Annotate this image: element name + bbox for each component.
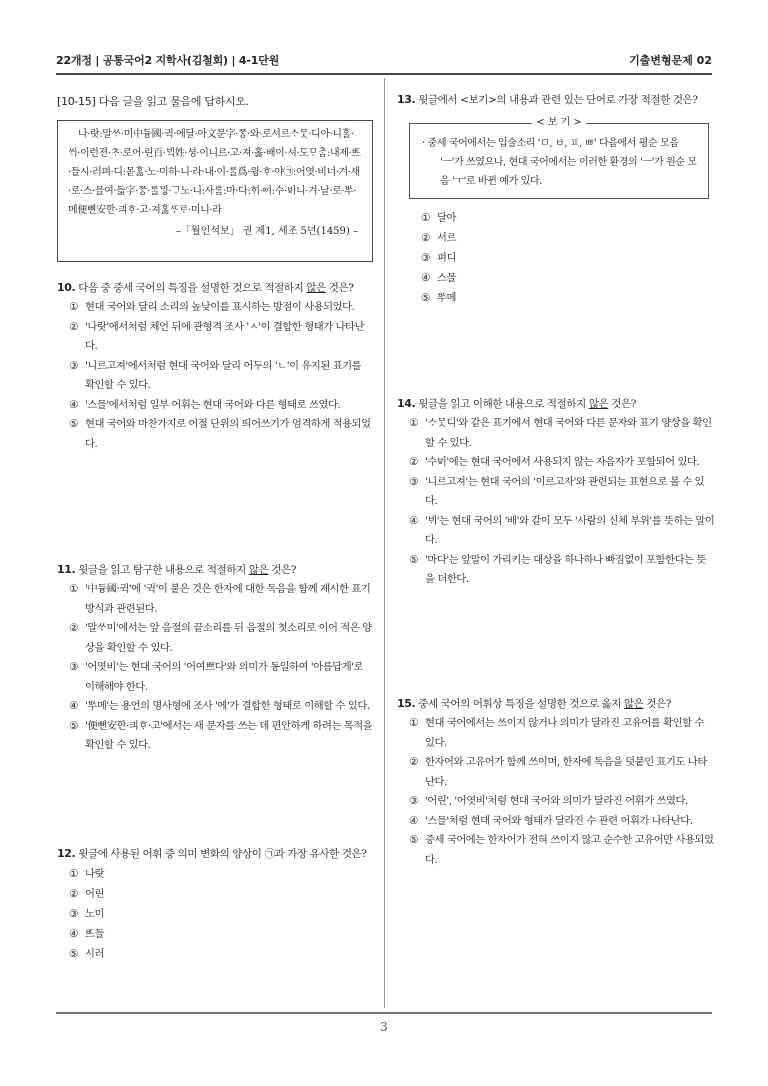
answer-option[interactable]: ① 현대 국어와 달리 소리의 높낮이를 표시하는 방점이 사용되었다.	[69, 301, 355, 313]
answer-option[interactable]: ⑤ 시러	[69, 948, 104, 960]
question-12	[57, 844, 373, 964]
answer-option[interactable]: ② '말ᄊᆞ미'에서는 앞 음절의 끝소리를 뒤 음절의 첫소리로 이어 적은 양상을 확인할 수 있다.	[69, 622, 372, 654]
question-number: 13.	[397, 93, 416, 106]
answer-option[interactable]: ③ '니르고져'는 현대 국어의 '이르고자'와 관련되는 표현으로 볼 수 있다.	[409, 475, 705, 507]
bogi-box	[409, 117, 709, 199]
answer-option[interactable]: ⑤ '마다'는 앞말이 가리키는 대상을 하나하나 빠짐없이 포함한다는 뜻을 더한다.	[409, 553, 706, 585]
question-stem: 10. 다음 중 중세 국어의 특징을 설명한 것으로 적절하지 않은 것은?	[57, 281, 354, 294]
question-10	[57, 278, 373, 454]
passage-text: 나·랏:말ᄊᆞ·미中듕國·귁·에달·아文문字·ᄍᆞᆼ·와·로서르ᄉᆞᄆᆞᆺ·디아·니ᄒᆞᆯ·ᄊᆡ·이런젼·ᄎᆞ·로어·린百·ᄇᆡᆨ姓·셩·이니르·고·져·홇·배이·셔·도ᄆᆞᄎᆞᆷ:내제·ᄠᅳ·들시·러펴·디:몯ᄒᆞᇙ·노·미하·니·라·내·이·ᄅᆞᆯ爲·윙·ᄒᆞ·야㉠:어엿·비너·겨·새·로·스·믈여·듧字·ᄍᆞᆼ·ᄅᆞᆯᄆᆡᇰ·ᄀᆞ노·니:사ᄅᆞᆷ:마·다:ᄒᆡ·ᅇᅧ:수·ᄫᅵ니·겨·날·로·ᄡᅮ·메便뼌安ᅙᅡᆫ·킈ᄒᆞ·고·져ᄒᆞᇙᄯᆞᄅᆞ·미니·라	[68, 129, 361, 216]
answer-option[interactable]: ① 'ᄉᆞᄆᆞᆺ디'와 같은 표기에서 현대 국어와 다른 문자와 표기 양상을 확인할 수 있다.	[409, 417, 712, 449]
footer-divider	[56, 1012, 712, 1014]
answer-option[interactable]: ④ 'ᄡᅮ메'는 용언의 명사형에 조사 '에'가 결합한 형태로 이해할 수 있다.	[69, 700, 370, 712]
question-number: 14.	[397, 397, 416, 410]
question-stem: 11. 윗글을 읽고 탐구한 내용으로 적절하지 않은 것은?	[57, 563, 296, 576]
question-stem: 13. 윗글에서 <보기>의 내용과 관련 있는 단어로 가장 적절한 것은?	[397, 93, 698, 106]
answer-option[interactable]: ④ 'ᄇᆡ'는 현대 국어의 '배'와 같이 모두 '사람의 신체 부위'를 뜻하는 말이다.	[409, 514, 715, 546]
answer-option[interactable]: ③ '니르고져'에서처럼 현대 국어와 달리 어두의 'ㄴ'이 유지된 표기를 확인할 수 있다.	[69, 359, 362, 391]
passage-source: –「월인석보」 권 제1, 세조 5년(1459) –	[176, 226, 358, 237]
answer-option[interactable]: ② 어린	[69, 888, 104, 900]
column-divider	[384, 78, 385, 1008]
question-number: 11.	[57, 563, 76, 576]
page-header	[56, 46, 712, 70]
answer-option[interactable]: ④ ᄠᅳ들	[69, 928, 104, 940]
header-divider	[56, 73, 712, 75]
answer-option[interactable]: ③ 노미	[69, 908, 104, 920]
question-14	[397, 394, 715, 590]
question-13-options	[409, 208, 709, 308]
answer-option[interactable]: ⑤ 현대 국어와 마찬가지로 어절 단위의 띄어쓰기가 엄격하게 적용되었다.	[69, 418, 371, 450]
question-11	[57, 560, 373, 756]
answer-option[interactable]: ② '나랏'에서처럼 체언 뒤에 관형격 조사 'ㅅ'이 결합한 형태가 나타난다.	[69, 320, 365, 352]
answer-option[interactable]: ① 달아	[421, 212, 456, 224]
answer-option[interactable]: ⑤ '便뼌安ᅙᅡᆫ·킈ᄒᆞ·고'에서는 새 문자를 쓰는 데 편안하게 하려는 목적을 확인할 수 있다.	[69, 719, 373, 751]
answer-option[interactable]: ③ '어린', '어엿비'처럼 현대 국어와 의미가 달라진 어휘가 쓰였다.	[409, 795, 688, 807]
answer-option[interactable]: ④ '스믈'에서처럼 일부 어휘는 현대 국어와 다른 형태로 쓰였다.	[69, 398, 341, 411]
bogi-label: < 보 기 >	[410, 116, 708, 130]
header-course-info: 22개정 | 공통국어2 지학사(김철회) | 4-1단원	[56, 54, 280, 67]
left-column	[57, 92, 373, 112]
question-15	[397, 694, 715, 870]
answer-option[interactable]: ① '中듕國·귁'에 '귁'이 붙은 것은 한자에 대한 독음을 함께 제시한 표기 방식과 관련된다.	[69, 583, 371, 615]
question-stem: 12. 윗글에 사용된 어휘 중 의미 변화의 양상이 ㉠과 가장 유사한 것은?	[57, 847, 367, 860]
answer-option[interactable]: ⑤ ᄡᅮ메	[421, 292, 456, 304]
header-exam-title: 기출변형문제 02	[629, 54, 712, 67]
passage-box	[57, 120, 373, 262]
answer-option[interactable]: ② 한자어와 고유어가 함께 쓰이며, 한자에 독음을 덧붙인 표기도 나타난다.	[409, 756, 707, 788]
answer-option[interactable]: ④ '스믈'처럼 현대 국어와 형태가 달라진 수 관련 어휘가 나타난다.	[409, 814, 693, 827]
question-number: 10.	[57, 281, 76, 294]
answer-option[interactable]: ① 나랏	[69, 868, 104, 880]
answer-option[interactable]: ③ 펴디	[421, 252, 456, 264]
question-13	[397, 90, 715, 110]
question-stem: 15. 중세 국어의 어휘상 특징을 설명한 것으로 옳지 않은 것은?	[397, 697, 672, 710]
page-number: 3	[380, 1020, 388, 1034]
answer-option[interactable]: ⑤ 중세 국어에는 한자어가 전혀 쓰이지 않고 순수한 고유어만 사용되었다.	[409, 834, 714, 866]
answer-option[interactable]: ③ '어엿비'는 현대 국어의 '어여쁘다'와 의미가 동일하여 '아름답게'로 이해해야 한다.	[69, 661, 364, 693]
answer-option[interactable]: ④ 스믈	[421, 272, 456, 284]
bogi-text: · 중세 국어에서는 입술소리 'ㅁ, ㅂ, ㅍ, ㅃ' 다음에서 평순 모음 'ㅡ'가 쓰였으나, 현대 국어에서는 이러한 환경의 'ㅡ'가 원순 모음 'ㅜ'로 바뀐 예가 있다.	[422, 138, 697, 187]
question-number: 12.	[57, 847, 76, 860]
question-stem: 14. 윗글을 읽고 이해한 내용으로 적절하지 않은 것은?	[397, 397, 636, 410]
answer-option[interactable]: ① 현대 국어에서는 쓰이지 않거나 의미가 달라진 고유어를 확인할 수 있다.	[409, 717, 704, 749]
question-number: 15.	[397, 697, 416, 710]
answer-option[interactable]: ② 서르	[421, 232, 456, 244]
instruction-text: [10-15] 다음 글을 읽고 물음에 답하시오.	[57, 95, 249, 108]
answer-option[interactable]: ② '수ᄫᅵ'에는 현대 국어에서 사용되지 않는 자음자가 포함되어 있다.	[409, 456, 700, 468]
